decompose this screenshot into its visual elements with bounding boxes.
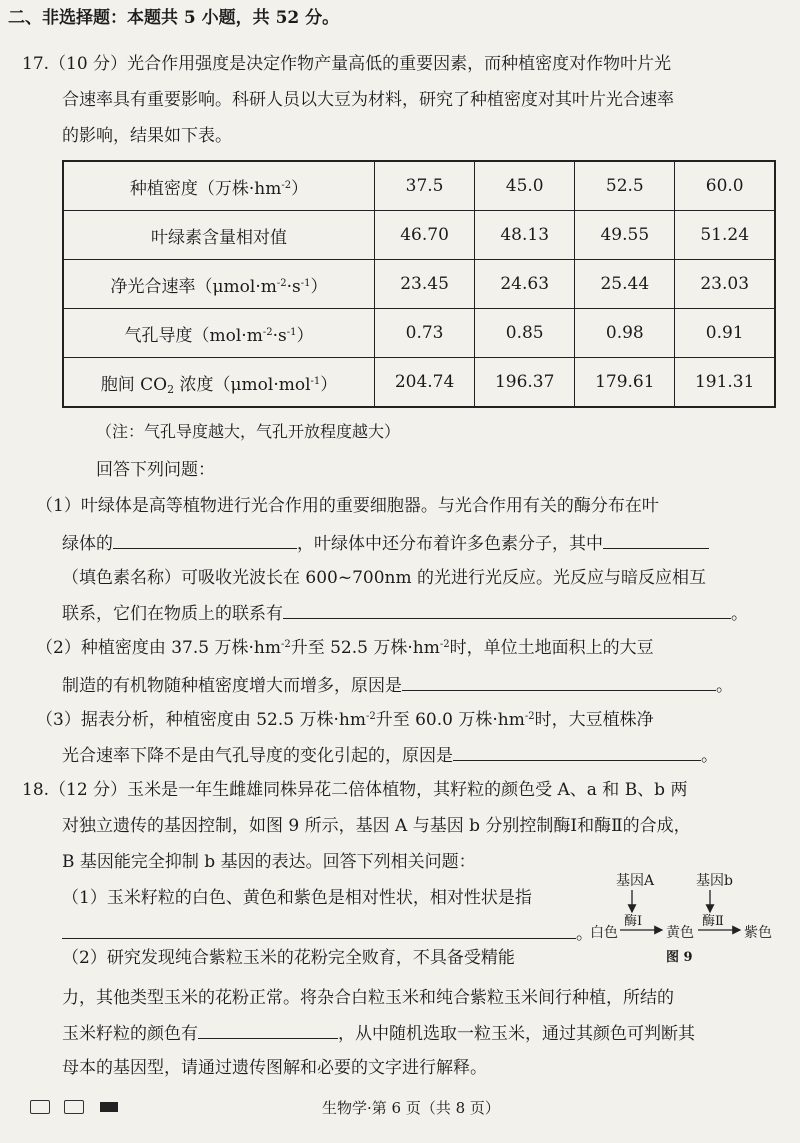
q17-part3-text-c: 时，大豆植株净 [534, 710, 654, 730]
answer-blank-pigment[interactable] [603, 530, 709, 549]
row-label [63, 161, 375, 211]
q17-stem-line-1: 17.（10 分）光合作用强度是决定作物产量高低的重要因素，而种植密度对作物叶片光 [22, 54, 672, 74]
table-cell: 179.61 [575, 358, 675, 408]
filled-box-icon [100, 1102, 118, 1112]
q18-part1-line-2 [62, 920, 593, 946]
row-label-label: 胞间 CO [100, 374, 168, 395]
table-cell: 25.44 [575, 260, 675, 309]
figure-caption: 图 9 [666, 950, 693, 965]
white-label: 白色 [590, 925, 618, 941]
q17-part1-line-2 [62, 530, 709, 556]
row-label-mid: ·s [286, 276, 301, 297]
row-label-tail: ） [296, 325, 314, 346]
row-label-label: 净光合速率（μmol·m [110, 276, 277, 297]
gene-a-label: 基因A [616, 873, 655, 889]
q18-part2-text-a: 玉米籽粒的颜色有 [62, 1024, 198, 1044]
row-label [63, 211, 375, 260]
answer-blank-reason-2[interactable] [402, 672, 716, 691]
purple-label: 紫色 [744, 925, 772, 941]
table-cell: 45.0 [475, 161, 575, 211]
period: 。 [731, 604, 748, 624]
period: 。 [716, 676, 733, 696]
q18-stem-line-1: 18.（12 分）玉米是一年生雌雄同株异花二倍体植物，其籽粒的颜色受 A、a 和 B、b 两 [22, 780, 688, 800]
q18-part2-line-1: （2）研究发现纯合紫粒玉米的花粉完全败育，不具备受精能 [62, 948, 515, 968]
table-row [63, 211, 775, 260]
row-label-sup2: -1 [310, 375, 321, 387]
row-label-sup: -2 [281, 179, 292, 191]
table-cell: 0.98 [575, 309, 675, 358]
answer-blank-enzyme-location[interactable] [113, 530, 297, 549]
table-cell: 0.85 [475, 309, 575, 358]
table-cell: 49.55 [575, 211, 675, 260]
table-cell: 52.5 [575, 161, 675, 211]
table-cell: 60.0 [675, 161, 775, 211]
row-label-sub: 2 [167, 382, 175, 396]
q18-stem-line-2: 对独立遗传的基因控制，如图 9 所示，基因 A 与基因 b 分别控制酶Ⅰ和酶Ⅱ的合成， [62, 816, 691, 836]
q17-part3-line-2 [62, 742, 718, 768]
row-label-sup: -2 [276, 277, 287, 289]
q17-part2-line-2 [62, 672, 733, 698]
q17-part2-line-1 [36, 636, 654, 660]
q17-part2-text-a: （2）种植密度由 37.5 万株·hm [36, 638, 281, 658]
superscript: -2 [439, 639, 450, 650]
table-row [63, 161, 775, 211]
table-cell: 51.24 [675, 211, 775, 260]
row-label-tail: ） [310, 276, 328, 297]
table-row [63, 260, 775, 309]
answer-prompt: 回答下列问题： [96, 460, 215, 480]
figure-9-pathway-diagram [590, 868, 790, 964]
table-row [63, 358, 775, 408]
q17-part1-line-1: （1）叶绿体是高等植物进行光合作用的重要细胞器。与光合作用有关的酶分布在叶 [36, 496, 659, 516]
yellow-label: 黄色 [666, 925, 694, 941]
period: 。 [701, 746, 718, 766]
q18-part2-line-2: 力，其他类型玉米的花粉正常。将杂合白粒玉米和纯合紫粒玉米间行种植，所结的 [62, 988, 674, 1008]
row-label [63, 309, 375, 358]
table-cell: 23.03 [675, 260, 775, 309]
blank-box-icon [30, 1100, 50, 1114]
answer-blank-reason-3[interactable] [453, 742, 701, 761]
section-header: 二、非选择题：本题共 5 小题，共 52 分。 [8, 8, 340, 28]
row-label-sup: -2 [262, 326, 273, 338]
q17-stem-line-3: 的影响，结果如下表。 [62, 126, 232, 146]
q17-stem-line-2: 合速率具有重要影响。科研人员以大豆为材料，研究了种植密度对其叶片光合速率 [62, 90, 674, 110]
row-label [63, 358, 375, 408]
superscript: -2 [365, 711, 376, 722]
enzyme-2-label: 酶Ⅱ [702, 914, 724, 929]
row-label-tail: ） [320, 374, 338, 395]
row-label-sup2: -1 [300, 277, 311, 289]
row-label-tail: ） [291, 178, 309, 199]
q17-part3-text-b: 升至 60.0 万株·hm [375, 710, 525, 730]
superscript: -2 [524, 711, 535, 722]
row-label [63, 260, 375, 309]
superscript: -2 [280, 639, 291, 650]
row-label-label: 气孔导度（mol·m [124, 325, 263, 346]
blank-box-icon [64, 1100, 84, 1114]
table-cell: 191.31 [675, 358, 775, 408]
q17-part3-line-1 [36, 708, 654, 732]
q18-part1-line-1: （1）玉米籽粒的白色、黄色和紫色是相对性状，相对性状是指 [62, 888, 532, 908]
planting-density-table [62, 160, 776, 408]
q18-stem-line-3: B 基因能完全抑制 b 基因的表达。回答下列相关问题： [62, 852, 476, 872]
q17-part3-text-a: （3）据表分析，种植密度由 52.5 万株·hm [36, 710, 366, 730]
table-cell: 23.45 [375, 260, 475, 309]
row-label-mid: ·s [272, 325, 287, 346]
table-row [63, 309, 775, 358]
enzyme-1-label: 酶Ⅰ [624, 914, 643, 929]
table-cell: 204.74 [375, 358, 475, 408]
table-cell: 37.5 [375, 161, 475, 211]
q17-part1-line-4 [62, 600, 748, 626]
table-cell: 48.13 [475, 211, 575, 260]
q17-part2-text-d: 制造的有机物随种植密度增大而增多，原因是 [62, 676, 402, 696]
row-label-mid: 浓度（μmol·mol [174, 374, 311, 395]
q17-part2-text-c: 时，单位土地面积上的大豆 [449, 638, 654, 658]
q17-part1-line-3: （填色素名称）可吸收光波长在 600~700nm 的光进行光反应。光反应与暗反应相互 [62, 568, 707, 588]
q18-part2-line-4: 母本的基因型，请通过遗传图解和必要的文字进行解释。 [62, 1058, 487, 1078]
q17-part1-text-c: 联系，它们在物质上的联系有 [62, 604, 283, 624]
table-cell: 0.73 [375, 309, 475, 358]
answer-blank-relative-trait[interactable] [62, 920, 576, 939]
q17-part1-text-a: 绿体的 [62, 534, 113, 554]
row-label-label: 叶绿素含量相对值 [151, 227, 287, 248]
table-cell: 46.70 [375, 211, 475, 260]
q17-part1-text-b: ，叶绿体中还分布着许多色素分子，其中 [297, 534, 603, 554]
answer-blank-kernel-colors[interactable] [198, 1020, 338, 1039]
answer-blank-material-link[interactable] [283, 600, 731, 619]
q18-part2-text-b: ，从中随机选取一粒玉米，通过其颜色可判断其 [338, 1024, 695, 1044]
gene-b-label: 基因b [696, 873, 733, 889]
row-label-sup2: -1 [286, 326, 297, 338]
q18-part2-line-3 [62, 1020, 695, 1046]
table-cell: 24.63 [475, 260, 575, 309]
table-cell: 196.37 [475, 358, 575, 408]
period: 。 [576, 924, 593, 944]
q17-part2-text-b: 升至 52.5 万株·hm [290, 638, 440, 658]
row-label-label: 种植密度（万株·hm [129, 178, 282, 199]
table-note: （注：气孔导度越大，气孔开放程度越大） [96, 422, 401, 441]
q17-part3-text-d: 光合速率下降不是由气孔导度的变化引起的，原因是 [62, 746, 453, 766]
page-footer: 生物学·第 6 页（共 8 页） [322, 1099, 500, 1117]
table-cell: 0.91 [675, 309, 775, 358]
